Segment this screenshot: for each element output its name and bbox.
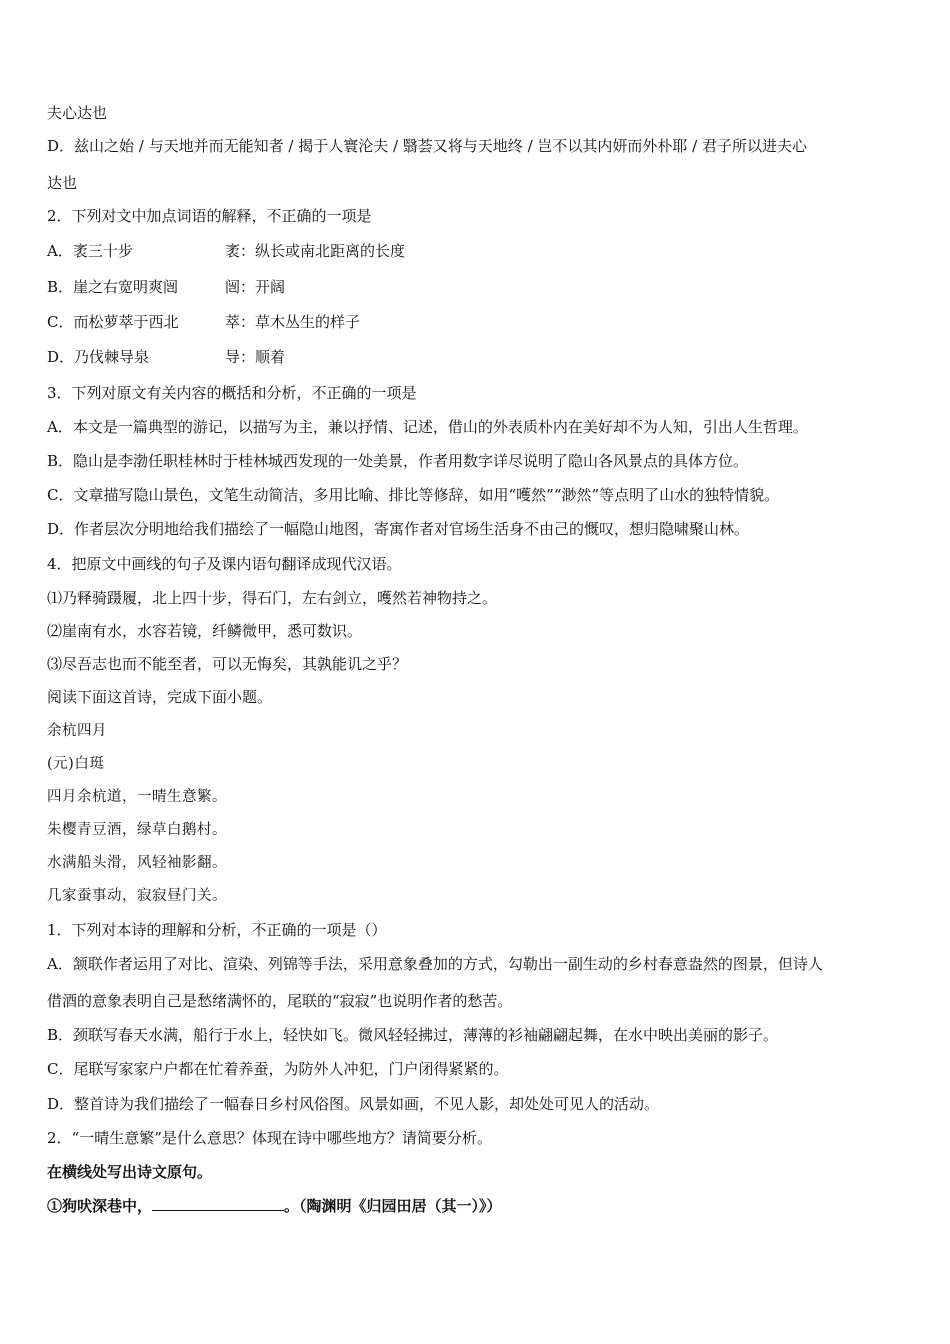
poem-question-2: 2．“一晴生意繁”是什么意思？体现在诗中哪些地方？请简要分析。 [47, 1129, 492, 1147]
reading-instruction: 阅读下面这首诗，完成下面小题。 [47, 688, 273, 706]
option-c-gloss: 萃：草木丛生的样子 [225, 313, 361, 331]
option-b-term: B．崖之右宽明爽闿 [47, 278, 179, 296]
fill-in-section-title: 在横线处写出诗文原句。 [47, 1163, 213, 1181]
question-4-stem: 4．把原文中画线的句子及课内语句翻译成现代汉语。 [47, 555, 402, 573]
option-a-gloss: 袤：纵长或南北距离的长度 [225, 242, 406, 260]
poem-title: 余杭四月 [47, 723, 107, 739]
poem-question-1-stem: 1．下列对本诗的理解和分析，不正确的一项是（） [47, 921, 387, 939]
fill-in-item-1 [47, 1196, 907, 1216]
poem-author: (元)白珽 [47, 756, 105, 772]
fill-in-blank[interactable] [152, 1196, 284, 1211]
poem-line-2: 朱樱青豆酒，绿草白鹅村。 [47, 822, 227, 838]
question-4-item-2: ⑵崖南有水，水容若镜，纤鳞微甲，悉可数识。 [47, 622, 363, 640]
question-2-option-a [47, 241, 907, 261]
poem-line-3: 水满船头滑，风轻袖影翻。 [47, 855, 227, 871]
option-d-line2: 达也 [47, 174, 78, 192]
question-3-option-c: C．文章描写隐山景色，文笔生动简洁，多用比喻、排比等修辞，如用“嚄然”“渺然”等点明了山水的独特情貌。 [47, 486, 780, 504]
poem-question-1-option-a-line1: A．颔联作者运用了对比、渲染、列锦等手法，采用意象叠加的方式，勾勒出一副生动的乡村春意盎然的图景，但诗人 [47, 955, 823, 973]
option-d-gloss: 导：顺着 [225, 348, 286, 366]
poem-line-1: 四月余杭道，一晴生意繁。 [47, 789, 227, 805]
option-c-term: C．而松萝萃于西北 [47, 313, 179, 331]
option-a-term: A．袤三十步 [47, 242, 133, 260]
option-d-term: D．乃伐棘导泉 [47, 348, 150, 366]
question-4-item-3: ⑶尽吾志也而不能至者，可以无悔矣，其孰能讥之乎？ [47, 655, 408, 673]
poem-question-1-option-b: B．颈联写春天水满，船行于水上，轻快如飞。微风轻轻拂过，薄薄的衫袖翩翩起舞，在水中映出美丽的影子。 [47, 1026, 779, 1044]
option-c-continuation: 夫心达也 [47, 104, 108, 122]
question-2-option-d [47, 347, 907, 367]
question-3-option-a: A．本文是一篇典型的游记，以描写为主，兼以抒情、记述，借山的外表质朴内在美好却不为人知，引出人生哲理。 [47, 418, 808, 436]
poem-line-4: 几家蚕事动，寂寂昼门关。 [47, 888, 227, 904]
poem-question-1-option-d: D．整首诗为我们描绘了一幅春日乡村风俗图。风景如画，不见人影，却处处可见人的活动。 [47, 1095, 660, 1113]
question-4-item-1: ⑴乃释骑蹑履，北上四十步，得石门，左右剑立，嚄然若神物持之。 [47, 589, 498, 607]
question-2-option-c [47, 312, 907, 332]
fill-in-item-1-suffix: 。（陶渊明《归园田居（其一）》） [284, 1197, 502, 1215]
question-2-stem: 2．下列对文中加点词语的解释，不正确的一项是 [47, 207, 372, 225]
option-b-gloss: 闿：开阔 [225, 278, 286, 296]
question-3-option-b: B．隐山是李渤任职桂林时于桂林城西发现的一处美景，作者用数字详尽说明了隐山各风景点的具体方位。 [47, 452, 749, 470]
fill-in-item-1-prefix: ①狗吠深巷中， [47, 1197, 153, 1215]
poem-question-1-option-a-line2: 借酒的意象表明自己是愁绪满怀的，尾联的“寂寂”也说明作者的愁苦。 [47, 992, 513, 1010]
option-d-line1: D．兹山之始 / 与天地并而无能知者 / 揭于人寰沦夫 / 翳荟又将与天地终 / 岂不以其内妍而外朴耶 / 君子所以进夫心 [47, 137, 807, 155]
question-3-stem: 3．下列对原文有关内容的概括和分析，不正确的一项是 [47, 384, 417, 402]
question-2-option-b [47, 277, 907, 297]
question-3-option-d: D．作者层次分明地给我们描绘了一幅隐山地图，寄寓作者对官场生活身不由己的慨叹，想归隐啸聚山林。 [47, 520, 750, 538]
poem-question-1-option-c: C．尾联写家家户户都在忙着养蚕，为防外人冲犯，门户闭得紧紧的。 [47, 1060, 509, 1078]
